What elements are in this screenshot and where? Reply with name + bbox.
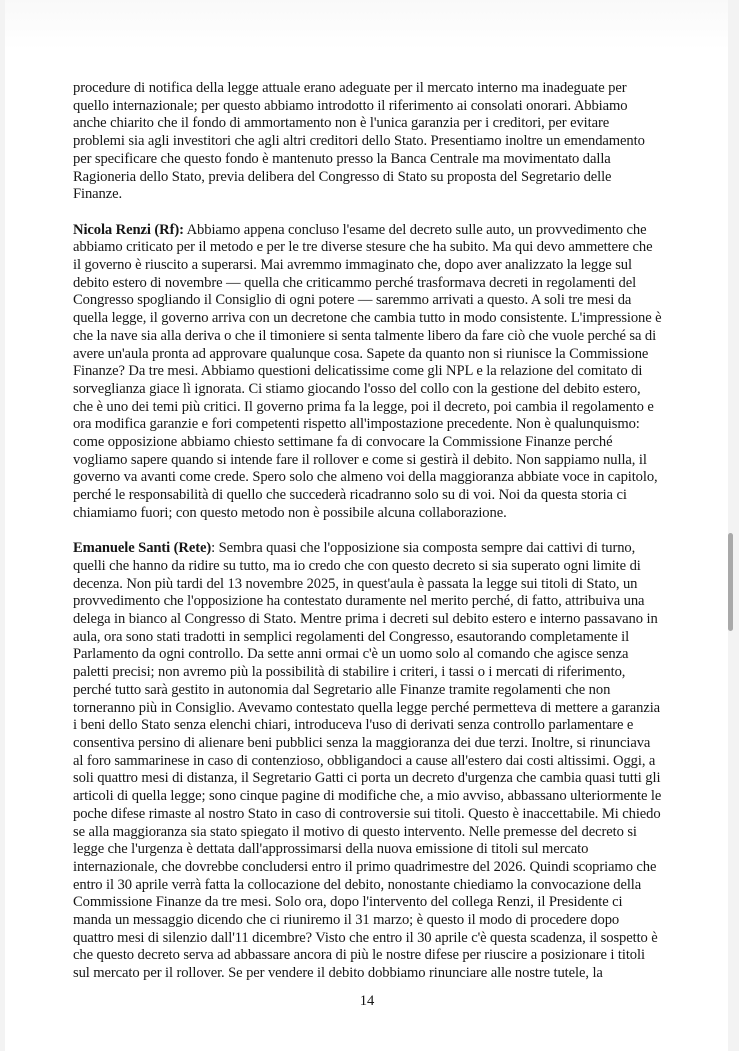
text-line: sul mercato per il rollover. Se per vendere il debito dobbiamo rinunciare alle nostre tutele, la [73,965,603,982]
text-line [73,222,713,240]
text-line: legge che l'urgenza è dettata dall'approssimarsi della nuova emissione di titoli sul mercato [73,841,589,858]
text-line: delega in bianco al Congresso di Stato. Mentre prima i decreti sul debito estero e interno passavano in [73,611,658,628]
text-line: quelli che hanno da ridire su tutto, ma io credo che con questo decreto si sia superato ogni limite di [73,557,641,574]
text-line: torneranno più in Consiglio. Avevamo contestato quella legge perché permetteva di mettere a garanzia [73,699,661,716]
text-line: se alla maggioranza sia stato spiegato il motivo di questo intervento. Nelle premesse del decreto si [73,823,637,840]
page-top-margin [5,0,729,50]
text-line: decenza. Non più tardi del 13 novembre 2025, in quest'aula è passata la legge sui titoli di Stato, un [73,575,638,592]
document-page [5,0,729,1051]
text-line: i beni dello Stato senza elenchi chiari, introduceva l'uso di derivati senza controllo parlamentare e [73,717,634,734]
page-number: 14 [359,992,375,1009]
text-line: che la nave sia alla deriva o che il timoniere si senta talmente libero da fare ciò che vuole perché sa di [73,327,657,344]
text-line: Commissione Finanze da tre mesi. Solo ora, dopo l'intervento del collega Renzi, il Presidente ci [73,894,623,911]
speaker-name: Emanuele Santi (Rete) [73,540,212,557]
text-line: aula, ora sono stati tradotti in semplici regolamenti del Congresso, esautorando completamente il [73,628,630,645]
text-line: Parlamento da ogni controllo. Da sette anni ormai c'è un uomo solo al comando che agisce senza [73,646,629,663]
text-line: soli quattro mesi di distanza, il Segretario Gatti ci porta un decreto d'urgenza che cambia quasi tutti gli [73,770,661,787]
scrollbar-thumb[interactable] [728,533,733,631]
text-line: il governo è riuscito a superarsi. Mai avremmo immaginato che, dopo aver analizzato la legge sul [73,257,632,274]
text-line: al foro sammarinese in caso di contenzioso, obbligandoci a cause all'estero dai costi altissimi. Oggi, a [73,752,656,769]
text-line: procedure di notifica della legge attuale erano adeguate per il mercato interno ma inadeguate per [73,80,627,96]
text-line: governo va avanti come crede. Spero solo che almeno voi della maggioranza abbiate voce in capitolo, [73,469,658,486]
scrollbar-track[interactable] [728,0,739,1051]
text-line: perché le responsabilità di quello che succederà ricadranno solo su di voi. Noi da questa storia ci [73,487,627,504]
text-line: anche chiarito che il fondo di ammortamento non è l'unica garanzia per i creditori, per evitare [73,115,610,132]
text-line: perché tutto sarà gestito in autonomia dal Segretario alle Finanze tramite regolamenti che non [73,681,611,698]
paragraph-santi [73,540,713,983]
speaker-name: Nicola Renzi (Rf): [73,221,184,238]
text-line: che è uno dei temi più critici. Il governo prima fa la legge, poi il decreto, poi cambia il regolamento e [73,398,654,415]
text-line: quella legge, il governo arriva con un decretone che cambia tutto in modo consistente. L'impressione è [73,310,662,327]
text-line: problemi sia agli investitori che agli altri creditori dello Stato. Presentiamo inoltre un emendamento [73,133,645,150]
paragraph-renzi [73,222,713,523]
text-line [73,540,713,558]
text-line: provvedimento che l'opposizione ha contestato duramente nel merito perché, di fatto, attribuiva una [73,593,645,610]
text-line: che questo decreto serva ad abbassare ancora di più le nostre difese per riuscire a posizionare i titoli [73,947,645,964]
text-line: paletti precisi; non avremo più la possibilità di stabilire i criteri, i tassi o i mercati di riferimento, [73,664,626,681]
page-content [73,80,713,983]
text-fragment: : Sembra quasi che l'opposizione sia composta sempre dai cattivi di turno, [211,540,636,557]
text-line: come opposizione abbiamo chiesto settimane fa di convocare la Commissione Finanze perché [73,434,613,451]
text-line: ora modifica garanzie e fori competenti rispetto all'impostazione precedente. Non è qualunquismo: [73,416,640,433]
text-line: chiamiamo fuori; con questo metodo non è possibile alcuna collaborazione. [73,504,507,521]
text-line: consentiva persino di alienare beni pubblici senza la maggioranza dei due terzi. Inoltre, si rinunciava [73,734,651,751]
text-line: entro il 30 aprile verrà fatta la collocazione del debito, nonostante chiediamo la convocazione della [73,876,642,893]
text-line: Finanze. [73,186,123,203]
text-line: Congresso spogliando il Consiglio di ogni potere — saremmo arrivati a questo. A soli tre mesi da [73,292,632,309]
text-line: internazionale, che dovrebbe concludersi entro il primo quadrimestre del 2026. Quindi scopriamo che [73,858,657,875]
text-line: manda un messaggio dicendo che ci riuniremo il 31 marzo; è questo il modo di procedere dopo [73,912,620,929]
text-line: avere un'aula pronta ad approvare qualunque cosa. Sapete da quanto non si riunisce la Commissione [73,345,649,362]
text-line: Ragioneria dello Stato, previa delibera del Congresso di Stato su proposta del Segretario delle [73,168,612,185]
text-line: debito estero di novembre — quella che criticammo perché trasformava decreti in regolamenti del [73,274,637,291]
paragraph-continuation [73,80,713,204]
text-fragment: Abbiamo appena concluso l'esame del decreto sulle auto, un provvedimento che [183,221,647,238]
text-line: vogliamo sapere quando si intende fare il rollover e come si gestirà il debito. Non sappiamo nulla, il [73,451,647,468]
text-line: per specificare che questo fondo è mantenuto presso la Banca Centrale ma movimentato dalla [73,150,611,167]
text-line: Finanze? Da tre mesi. Abbiamo questioni delicatissime come gli NPL e la relazione del comitato di [73,363,643,380]
text-line: sorveglianza giace lì ignorata. Ci stiamo giocando l'osso del collo con la gestione del debito estero, [73,380,641,397]
text-line: articoli di quella legge; sono cinque pagine di modifiche che, a mio avviso, abbassano ulteriormente le [73,788,662,805]
text-line: abbiamo criticato per il metodo e per le tre diverse stesure che ha subito. Ma qui devo ammettere che [73,239,653,256]
text-line: quello internazionale; per questo abbiamo introdotto il riferimento ai consolati onorari. Abbiamo [73,97,628,114]
text-line: quattro mesi di silenzio dall'11 dicembre? Visto che entro il 30 aprile c'è questa scadenza, il sospetto è [73,929,658,946]
text-line: poche difese rimaste al nostro Stato in caso di controversie sui titoli. Questo è inaccettabile. Mi chiedo [73,805,661,822]
